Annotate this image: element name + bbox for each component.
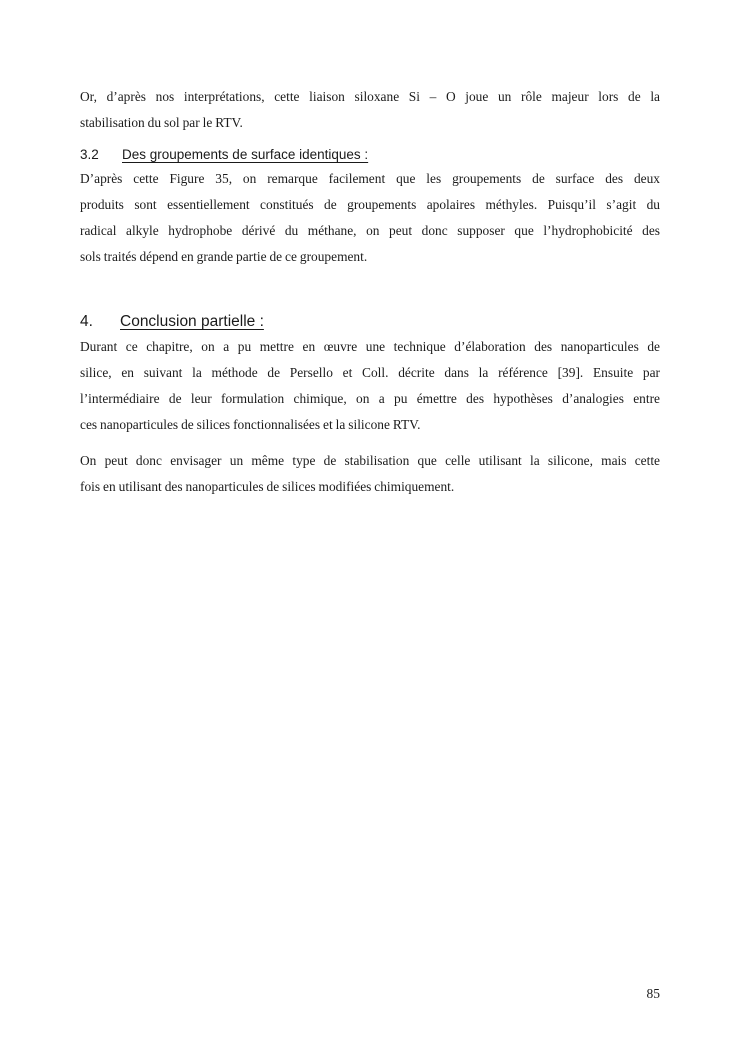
body-paragraph-4b [80,448,660,500]
page-number: 85 [646,986,660,1001]
text-line: fois en utilisant des nanoparticules de silices modifiées chimiquement. [80,479,455,494]
section-title: Des groupements de surface identiques : [122,147,369,162]
text-line: produits sont essentiellement constitués de groupements apolaires méthyles. Puisqu’il s’agit du [80,197,660,212]
body-paragraph-intro [80,84,660,136]
text-line: sols traités dépend en grande partie de ce groupement. [80,249,368,264]
text-line: On peut donc envisager un même type de stabilisation que celle utilisant la silicone, mais cette [80,453,660,468]
section-heading-3-2 [80,145,660,165]
section-heading-4 [80,311,660,333]
text-line: stabilisation du sol par le RTV. [80,115,243,130]
text-line: silice, en suivant la méthode de Persello et Coll. décrite dans la référence [39]. Ensuite par [80,365,660,380]
section-number: 3.2 [80,147,99,162]
text-line: D’après cette Figure 35, on remarque facilement que les groupements de surface des deux [80,171,660,186]
section-title: Conclusion partielle : [120,313,264,330]
text-line: l’intermédiaire de leur formulation chimique, on a pu émettre des hypothèses d’analogies entre [80,391,660,406]
section-number: 4. [80,313,93,330]
text-line: Or, d’après nos interprétations, cette liaison siloxane Si – O joue un rôle majeur lors de la [80,89,660,104]
text-column [80,0,660,500]
text-line: radical alkyle hydrophobe dérivé du méthane, on peut donc supposer que l’hydrophobicité des [80,223,660,238]
body-paragraph-3-2 [80,166,660,270]
body-paragraph-4a [80,334,660,438]
text-line: Durant ce chapitre, on a pu mettre en œuvre une technique d’élaboration des nanoparticules de [80,339,660,354]
text-line: ces nanoparticules de silices fonctionnalisées et la silicone RTV. [80,417,421,432]
